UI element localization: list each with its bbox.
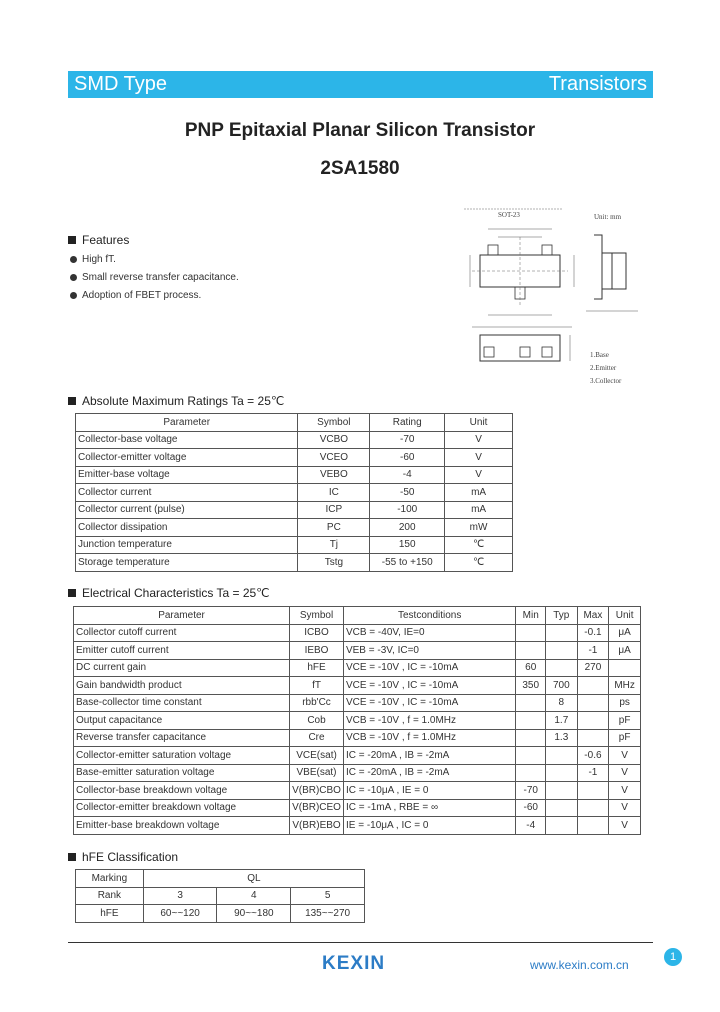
table-cell: 1.7 (546, 712, 578, 730)
table-cell: ℃ (445, 554, 513, 572)
table-cell: VEB = -3V, IC=0 (343, 642, 515, 660)
table-cell: VBE(sat) (290, 764, 344, 782)
table-cell: Reverse transfer capacitance (74, 729, 290, 747)
table-row (74, 764, 641, 782)
table-cell: -100 (370, 501, 445, 519)
package-name: SOT-23 (498, 211, 520, 219)
pin-label: 3.Collector (590, 377, 622, 385)
round-bullet-icon (70, 274, 77, 281)
table-cell: VEBO (298, 466, 370, 484)
table-cell (546, 799, 578, 817)
table-cell: VCE = -10V , IC = -10mA (343, 694, 515, 712)
table-cell: IC (298, 484, 370, 502)
table-row (74, 677, 641, 695)
table-row (74, 712, 641, 730)
company-logo: KEXIN (322, 953, 386, 974)
table-cell: -1 (577, 764, 609, 782)
table-cell (516, 747, 546, 765)
table-cell: MHz (609, 677, 641, 695)
footer-divider (68, 942, 653, 943)
table-cell (577, 677, 609, 695)
table-row (74, 799, 641, 817)
table-cell: VCE = -10V , IC = -10mA (343, 659, 515, 677)
table-cell: Collector-base voltage (76, 431, 298, 449)
table-cell: Emitter-base voltage (76, 466, 298, 484)
elec-char-table (73, 606, 641, 835)
table-cell: VCEO (298, 449, 370, 467)
table-cell: V (445, 466, 513, 484)
table-cell: mA (445, 484, 513, 502)
table-row (74, 817, 641, 835)
table-cell: 135~~270 (291, 905, 365, 923)
table-header-row (76, 414, 513, 432)
page-number: 1 (664, 948, 682, 966)
table-cell: -4 (516, 817, 546, 835)
table-cell (577, 782, 609, 800)
table-cell: VCB = -10V , f = 1.0MHz (343, 712, 515, 730)
package-outline-drawing (462, 207, 654, 390)
document-title: PNP Epitaxial Planar Silicon Transistor (184, 120, 536, 141)
hfe-heading: hFE Classification (68, 850, 178, 864)
table-cell: Collector current (pulse) (76, 501, 298, 519)
table-cell: 150 (370, 536, 445, 554)
table-cell (577, 817, 609, 835)
table-cell: μA (609, 624, 641, 642)
table-cell: Tj (298, 536, 370, 554)
table-cell: 3 (143, 887, 217, 905)
table-row (76, 905, 365, 923)
table-cell: Gain bandwidth product (74, 677, 290, 695)
table-cell: 350 (516, 677, 546, 695)
table-cell: Rank (76, 887, 144, 905)
table-cell (546, 817, 578, 835)
table-cell: 700 (546, 677, 578, 695)
table-cell: Collector cutoff current (74, 624, 290, 642)
table-cell: Collector-base breakdown voltage (74, 782, 290, 800)
table-header-row (74, 607, 641, 625)
table-row (74, 659, 641, 677)
table-cell (516, 642, 546, 660)
company-url[interactable]: www.kexin.com.cn (530, 958, 629, 972)
round-bullet-icon (70, 256, 77, 263)
abs-max-table (75, 413, 513, 572)
table-cell: IC = -1mA , RBE = ∞ (343, 799, 515, 817)
table-cell: pF (609, 729, 641, 747)
table-cell: 4 (217, 887, 291, 905)
table-cell: hFE (290, 659, 344, 677)
table-cell (516, 764, 546, 782)
table-row (76, 449, 513, 467)
table-header-cell: Rating (370, 414, 445, 432)
table-header-cell: Parameter (74, 607, 290, 625)
table-row (76, 870, 365, 888)
table-cell: Collector-emitter breakdown voltage (74, 799, 290, 817)
table-cell: Base-emitter saturation voltage (74, 764, 290, 782)
pin-label: 1.Base (590, 351, 609, 359)
table-cell (516, 729, 546, 747)
table-row (76, 887, 365, 905)
table-cell (516, 694, 546, 712)
feature-item: High fT. (70, 254, 116, 265)
table-row (76, 554, 513, 572)
table-cell (516, 712, 546, 730)
table-cell: V(BR)EBO (290, 817, 344, 835)
table-cell: Marking (76, 870, 144, 888)
table-header-cell: Symbol (290, 607, 344, 625)
table-cell: Junction temperature (76, 536, 298, 554)
table-cell: V (609, 747, 641, 765)
table-cell: -55 to +150 (370, 554, 445, 572)
table-cell: Output capacitance (74, 712, 290, 730)
table-cell: rbb'Cc (290, 694, 344, 712)
part-number: 2SA1580 (320, 158, 400, 179)
square-bullet-icon (68, 236, 76, 244)
table-row (74, 694, 641, 712)
table-header-cell: Testconditions (343, 607, 515, 625)
round-bullet-icon (70, 292, 77, 299)
table-cell: pF (609, 712, 641, 730)
table-row (74, 624, 641, 642)
table-cell: fT (290, 677, 344, 695)
header-banner (68, 71, 653, 98)
table-cell: -60 (370, 449, 445, 467)
table-row (74, 782, 641, 800)
abs-max-heading: Absolute Maximum Ratings Ta = 25℃ (68, 394, 284, 408)
table-row (76, 484, 513, 502)
table-cell: 60 (516, 659, 546, 677)
table-cell: 270 (577, 659, 609, 677)
table-cell: -0.6 (577, 747, 609, 765)
table-cell: V (609, 782, 641, 800)
table-row (76, 466, 513, 484)
table-cell: 8 (546, 694, 578, 712)
table-cell: Tstg (298, 554, 370, 572)
table-cell: Emitter-base breakdown voltage (74, 817, 290, 835)
header-right: Transistors (548, 73, 647, 95)
table-cell: Cre (290, 729, 344, 747)
table-header-cell: Unit (609, 607, 641, 625)
table-cell: Emitter cutoff current (74, 642, 290, 660)
table-cell: -60 (516, 799, 546, 817)
table-row (76, 501, 513, 519)
table-cell (609, 659, 641, 677)
table-cell: Cob (290, 712, 344, 730)
square-bullet-icon (68, 589, 76, 597)
table-cell (546, 764, 578, 782)
table-row (76, 519, 513, 537)
table-cell: -0.1 (577, 624, 609, 642)
table-row (76, 536, 513, 554)
elec-heading: Electrical Characteristics Ta = 25℃ (68, 586, 270, 600)
table-cell (546, 747, 578, 765)
table-cell (546, 782, 578, 800)
table-cell: IC = -10μA , IE = 0 (343, 782, 515, 800)
table-cell: V(BR)CEO (290, 799, 344, 817)
table-cell: 5 (291, 887, 365, 905)
table-cell: IE = -10μA , IC = 0 (343, 817, 515, 835)
table-cell: -1 (577, 642, 609, 660)
package-unit: Unit: mm (594, 213, 622, 221)
table-cell: V (609, 799, 641, 817)
table-header-cell: Typ (546, 607, 578, 625)
table-cell: Collector-emitter voltage (76, 449, 298, 467)
table-header-cell: Symbol (298, 414, 370, 432)
header-left: SMD Type (74, 73, 167, 95)
table-cell: Collector dissipation (76, 519, 298, 537)
table-cell (577, 729, 609, 747)
table-header-cell: Min (516, 607, 546, 625)
table-cell: mA (445, 501, 513, 519)
table-cell: 60~~120 (143, 905, 217, 923)
table-cell: 200 (370, 519, 445, 537)
table-cell: hFE (76, 905, 144, 923)
table-cell: Collector current (76, 484, 298, 502)
table-cell: QL (143, 870, 364, 888)
table-cell (577, 694, 609, 712)
table-cell: IEBO (290, 642, 344, 660)
square-bullet-icon (68, 853, 76, 861)
table-cell: VCBO (298, 431, 370, 449)
table-cell: IC = -20mA , IB = -2mA (343, 747, 515, 765)
table-cell (577, 799, 609, 817)
table-cell: DC current gain (74, 659, 290, 677)
table-cell (546, 624, 578, 642)
table-cell: VCE(sat) (290, 747, 344, 765)
table-row (74, 642, 641, 660)
table-cell: ICP (298, 501, 370, 519)
feature-item: Small reverse transfer capacitance. (70, 272, 239, 283)
table-cell: ℃ (445, 536, 513, 554)
table-cell: -4 (370, 466, 445, 484)
table-cell: PC (298, 519, 370, 537)
table-cell: VCB = -40V, IE=0 (343, 624, 515, 642)
table-header-cell: Max (577, 607, 609, 625)
table-cell: V (445, 449, 513, 467)
table-cell: IC = -20mA , IB = -2mA (343, 764, 515, 782)
table-cell: Collector-emitter saturation voltage (74, 747, 290, 765)
table-cell: V(BR)CBO (290, 782, 344, 800)
square-bullet-icon (68, 397, 76, 405)
table-cell: -50 (370, 484, 445, 502)
table-cell: ICBO (290, 624, 344, 642)
features-heading: Features (68, 233, 129, 247)
table-cell: mW (445, 519, 513, 537)
table-cell (577, 712, 609, 730)
table-cell: VCB = -10V , f = 1.0MHz (343, 729, 515, 747)
table-row (76, 431, 513, 449)
table-cell: -70 (516, 782, 546, 800)
table-cell: μA (609, 642, 641, 660)
table-cell (516, 624, 546, 642)
table-cell: V (609, 764, 641, 782)
feature-item: Adoption of FBET process. (70, 290, 201, 301)
table-header-cell: Unit (445, 414, 513, 432)
table-cell (546, 659, 578, 677)
table-cell: 90~~180 (217, 905, 291, 923)
table-cell: VCE = -10V , IC = -10mA (343, 677, 515, 695)
table-row (74, 747, 641, 765)
table-row (74, 729, 641, 747)
table-cell: V (609, 817, 641, 835)
table-header-cell: Parameter (76, 414, 298, 432)
table-cell: 1.3 (546, 729, 578, 747)
table-cell: -70 (370, 431, 445, 449)
table-cell: V (445, 431, 513, 449)
table-cell: Storage temperature (76, 554, 298, 572)
table-cell: Base-collector time constant (74, 694, 290, 712)
table-cell: ps (609, 694, 641, 712)
hfe-table (75, 869, 365, 923)
pin-label: 2.Emitter (590, 364, 617, 372)
table-cell (546, 642, 578, 660)
